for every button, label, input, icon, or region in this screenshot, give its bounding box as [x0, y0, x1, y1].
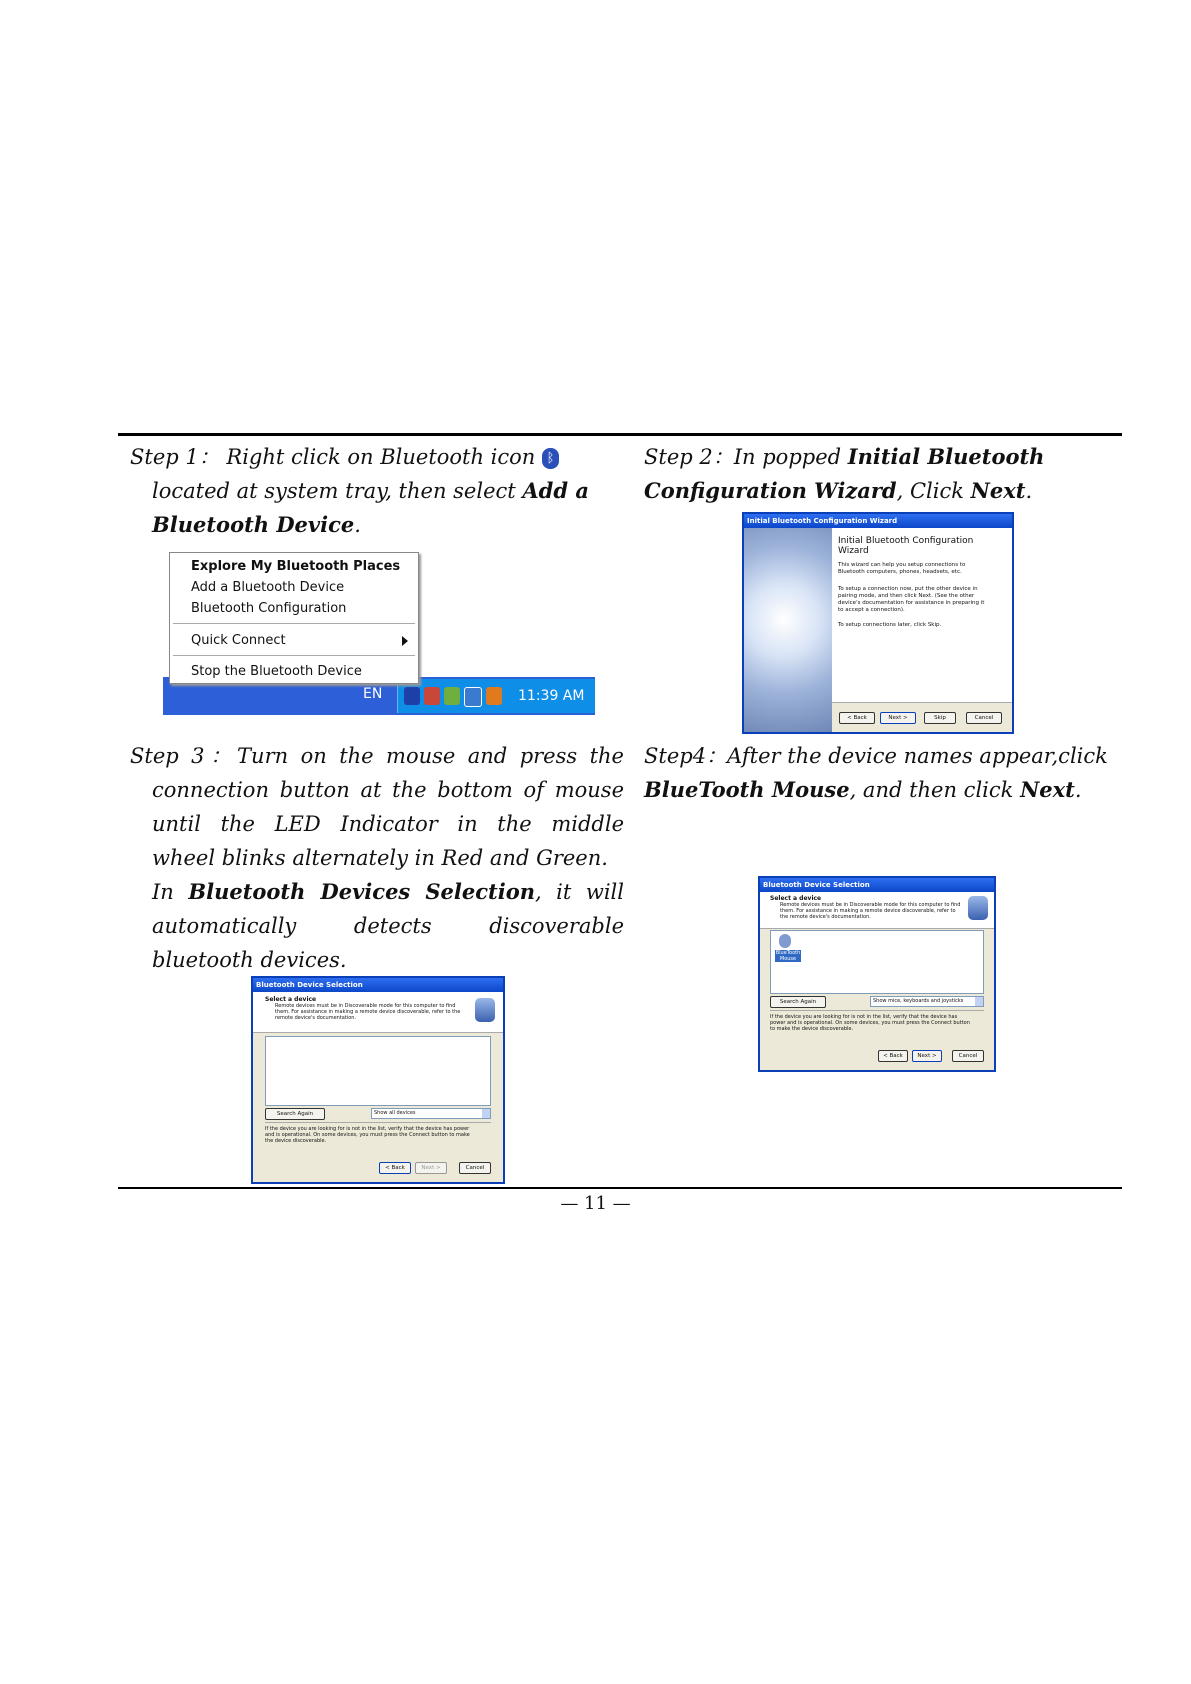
device-selection-dialog-found [758, 876, 996, 1072]
step3-l5-pre: In [152, 880, 174, 904]
step2-bold2: Configuration Wizard [644, 478, 897, 503]
wizard-p2: To setup a connection now, put the other device in pairing mode, and then click Next. (See the other device's documentation for assistance in preparing it to accept a connection). [838, 586, 985, 613]
step1-text [130, 440, 624, 542]
step3-line7: bluetooth devices. [152, 948, 347, 972]
step3-lead: Step 3：Turn on the mouse and press the [130, 744, 624, 768]
chevron-down-icon [482, 1109, 490, 1118]
step4-end: . [1074, 778, 1082, 802]
dialog4-divider [770, 1010, 984, 1011]
device-filter-select[interactable] [371, 1108, 491, 1119]
wizard-p1: This wizard can help you setup connections to Bluetooth computers, phones, headsets, etc. [838, 562, 966, 575]
search-again-button[interactable]: Search Again [770, 996, 826, 1008]
bluetooth-tray-icon[interactable] [404, 687, 420, 705]
device-filter-value: Show mice, keyboards and joysticks [873, 998, 964, 1004]
device-list[interactable] [265, 1036, 491, 1106]
step3-l5-post: , it will [535, 880, 624, 904]
back-button[interactable]: < Back [839, 712, 875, 724]
cancel-button[interactable]: Cancel [966, 712, 1002, 724]
bluetooth-logo-icon [475, 998, 495, 1022]
step4-bold1: BlueTooth Mouse [644, 777, 850, 802]
next-button[interactable]: Next > [415, 1162, 447, 1174]
step3-line2: connection button at the bottom of mouse [152, 778, 624, 802]
step3-line6: automatically detects discoverable [152, 914, 624, 938]
globe-image [744, 528, 832, 732]
dialog4-title: Bluetooth Device Selection [760, 878, 994, 892]
dialog4-note: If the device you are looking for is not in the list, verify that the device has power and is operational. On some devices, you must press the Connect button to make the device discoverable. [770, 1014, 970, 1032]
mouse-device-icon[interactable] [779, 934, 791, 948]
dialog4-heading: Select a device [770, 895, 822, 902]
menu-item-configuration[interactable]: Bluetooth Configuration [191, 601, 347, 616]
tray-clock: 11:39 AM [518, 688, 585, 704]
skip-button[interactable]: Skip [924, 712, 956, 724]
wizard-dialog [742, 512, 1014, 734]
step3-line4: wheel blinks alternately in Red and Green. [152, 846, 608, 870]
device-selection-dialog-empty [251, 976, 505, 1184]
step3-line3: until the LED Indicator in the middle [152, 812, 624, 836]
dialog3-note: If the device you are looking for is not in the list, verify that the device has power and is operational. On some devices, you must press the Connect button to make the device discoverable. [265, 1126, 470, 1144]
next-button[interactable]: Next > [912, 1050, 942, 1062]
device-item-bluetooth-mouse[interactable]: BlueTooth Mouse [775, 950, 801, 962]
dialog3-divider [265, 1122, 491, 1123]
menu-item-stop-device[interactable]: Stop the Bluetooth Device [191, 664, 362, 679]
menu-separator [173, 623, 415, 624]
wizard-p3: To setup connections later, click Skip. [838, 622, 942, 628]
next-button[interactable]: Next > [880, 712, 916, 724]
wizard-heading: Initial Bluetooth Configuration Wizard [838, 536, 974, 556]
network-tray-icon[interactable] [424, 687, 440, 705]
dialog3-title: Bluetooth Device Selection [253, 978, 503, 992]
back-button[interactable]: < Back [379, 1162, 411, 1174]
step3-l5-bold: Bluetooth Devices Selection [188, 879, 535, 904]
step4-bold2: Next [1020, 777, 1075, 802]
back-button[interactable]: < Back [878, 1050, 908, 1062]
dialog3-heading: Select a device [265, 996, 317, 1003]
bottom-rule [118, 1187, 1122, 1189]
menu-item-explore[interactable]: Explore My Bluetooth Places [191, 559, 401, 574]
step2-mid: , Click [896, 479, 964, 503]
shield-tray-icon[interactable] [444, 687, 460, 705]
step1-bold2: Bluetooth Device [152, 512, 355, 537]
step1-screenshot [163, 547, 595, 715]
top-rule [118, 433, 1122, 436]
language-indicator[interactable]: EN [363, 686, 383, 702]
device-list [770, 930, 984, 994]
cancel-button[interactable]: Cancel [459, 1162, 491, 1174]
step4-text [644, 739, 1124, 807]
submenu-arrow-icon [402, 636, 408, 646]
system-tray [397, 679, 595, 713]
chevron-down-icon [975, 997, 983, 1006]
menu-item-quick-connect[interactable]: Quick Connect [191, 633, 286, 648]
dialog4-desc: Remote devices must be in Discoverable mode for this computer to find them. For assistance in making a remote device discoverable, refer to the remote device's documentation. [780, 902, 961, 920]
device-filter-value: Show all devices [374, 1110, 416, 1116]
bluetooth-icon: ᛒ [542, 448, 559, 469]
device-filter-select[interactable] [870, 996, 984, 1007]
step2-text [644, 440, 1114, 508]
step3-text [130, 739, 624, 977]
cancel-button[interactable]: Cancel [952, 1050, 984, 1062]
step1-end: . [354, 513, 361, 537]
monitor-tray-icon[interactable] [464, 687, 482, 707]
context-menu [169, 552, 419, 684]
menu-separator [173, 655, 415, 656]
menu-item-add-device[interactable]: Add a Bluetooth Device [191, 580, 345, 595]
step1-bold1: Add a [522, 478, 589, 503]
step2-bold1: Initial Bluetooth [847, 444, 1045, 469]
step2-lead: Step 2：In popped [644, 445, 842, 469]
step2-bold3: Next [970, 478, 1026, 503]
search-again-button[interactable]: Search Again [265, 1108, 325, 1120]
wizard-title: Initial Bluetooth Configuration Wizard [744, 514, 1012, 528]
step2-end: . [1025, 479, 1033, 503]
step4-lead: Step4：After the device names appear,click [644, 744, 1108, 768]
dialog3-desc: Remote devices must be in Discoverable mode for this computer to find them. For assistance in making a remote device discoverable, refer to the remote device's documentation. [275, 1003, 461, 1021]
bluetooth-logo-icon [968, 896, 988, 920]
step1-lead: Step 1： Right click on Bluetooth icon [130, 445, 536, 469]
page-number: — 11 — [560, 1193, 631, 1214]
step4-mid: , and then click [849, 778, 1014, 802]
volume-tray-icon[interactable] [486, 687, 502, 705]
step1-line2: located at system tray, then select [152, 479, 516, 503]
